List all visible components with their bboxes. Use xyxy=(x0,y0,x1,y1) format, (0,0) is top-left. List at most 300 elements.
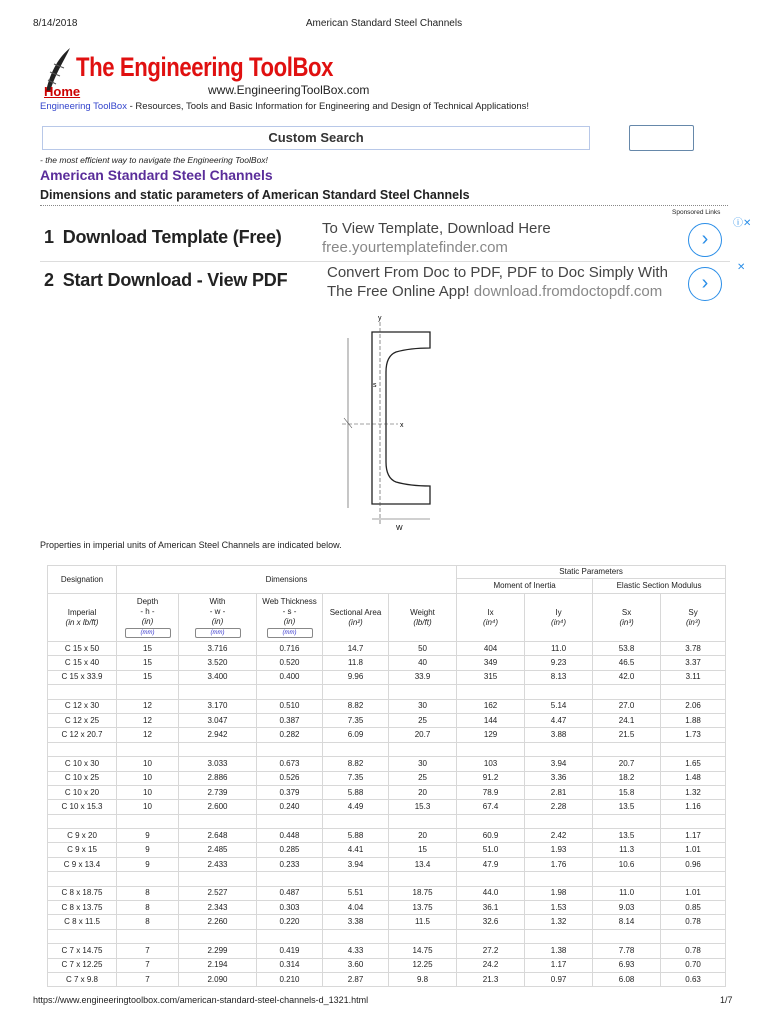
table-cell: 0.400 xyxy=(257,670,323,684)
table-cell: 15 xyxy=(389,843,457,857)
header-line: Iy xyxy=(555,607,562,617)
table-cell: 8 xyxy=(117,886,179,900)
header-line: Sectional Area xyxy=(329,607,382,617)
table-cell xyxy=(525,742,593,756)
header-moi: Moment of Inertia xyxy=(457,579,593,594)
table-cell: 1.17 xyxy=(525,958,593,972)
table-cell: 0.240 xyxy=(257,800,323,814)
table-cell xyxy=(48,685,117,699)
table-cell: C 10 x 20 xyxy=(48,785,117,799)
table-cell: 1.88 xyxy=(661,713,726,727)
table-cell: 27.0 xyxy=(593,699,661,713)
table-cell: 15 xyxy=(117,670,179,684)
table-cell: 7 xyxy=(117,958,179,972)
table-cell: 36.1 xyxy=(457,901,525,915)
header-line: (in²) xyxy=(348,617,363,627)
site-url: www.EngineeringToolBox.com xyxy=(208,83,370,97)
table-cell: 21.5 xyxy=(593,728,661,742)
table-cell xyxy=(257,929,323,943)
table-cell: C 8 x 11.5 xyxy=(48,915,117,929)
table-cell: 4.49 xyxy=(323,800,389,814)
table-cell: 0.78 xyxy=(661,944,726,958)
table-row xyxy=(48,757,726,771)
table-cell xyxy=(257,685,323,699)
column-header xyxy=(48,594,117,642)
table-cell: 12 xyxy=(117,728,179,742)
table-cell xyxy=(525,685,593,699)
table-cell: 44.0 xyxy=(457,886,525,900)
steel-channels-table xyxy=(47,565,726,987)
table-cell: 1.53 xyxy=(525,901,593,915)
table-cell xyxy=(525,814,593,828)
table-cell: 30 xyxy=(389,757,457,771)
ad-title[interactable]: Download Template (Free) xyxy=(62,227,282,247)
table-cell xyxy=(593,685,661,699)
table-cell: C 10 x 25 xyxy=(48,771,117,785)
table-cell: 20.7 xyxy=(593,757,661,771)
properties-note: Properties in imperial units of American Steel Channels are indicated below. xyxy=(40,540,342,550)
ad-2-desc[interactable] xyxy=(327,263,668,301)
table-cell: C 10 x 30 xyxy=(48,757,117,771)
table-cell xyxy=(48,929,117,943)
spacer-row xyxy=(48,814,726,828)
table-cell: 8 xyxy=(117,901,179,915)
table-cell xyxy=(389,929,457,943)
table-cell: 0.63 xyxy=(661,972,726,986)
table-cell: 8.82 xyxy=(323,757,389,771)
table-row xyxy=(48,713,726,727)
table-cell: 15.8 xyxy=(593,785,661,799)
table-cell: C 9 x 20 xyxy=(48,829,117,843)
table-cell: 0.387 xyxy=(257,713,323,727)
table-cell: 10 xyxy=(117,771,179,785)
table-cell: 1.48 xyxy=(661,771,726,785)
table-cell xyxy=(48,814,117,828)
header-line: Web Thickness xyxy=(262,597,317,606)
table-cell xyxy=(661,814,726,828)
search-button[interactable] xyxy=(629,125,694,151)
table-cell xyxy=(257,742,323,756)
table-cell xyxy=(257,814,323,828)
header-line: - s - xyxy=(282,607,297,616)
table-cell: 50 xyxy=(389,642,457,656)
spacer-row xyxy=(48,685,726,699)
table-cell: 0.85 xyxy=(661,901,726,915)
s-label: s xyxy=(373,382,377,389)
table-cell: 60.9 xyxy=(457,829,525,843)
table-cell: 25 xyxy=(389,771,457,785)
table-cell: 18.2 xyxy=(593,771,661,785)
table-cell: 1.01 xyxy=(661,843,726,857)
table-cell: 9.8 xyxy=(389,972,457,986)
w-label: W xyxy=(396,525,403,532)
table-cell: 12 xyxy=(117,699,179,713)
table-cell: 0.379 xyxy=(257,785,323,799)
table-cell: 2.485 xyxy=(179,843,257,857)
table-cell: 1.16 xyxy=(661,800,726,814)
table-cell xyxy=(457,814,525,828)
header-line: (in⁴) xyxy=(551,617,567,627)
column-header xyxy=(257,594,323,642)
header-esm: Elastic Section Modulus xyxy=(593,579,726,594)
ad-line: The Free Online App! xyxy=(327,283,470,300)
spacer-row xyxy=(48,929,726,943)
table-cell: 1.17 xyxy=(661,829,726,843)
tagline-text: - Resources, Tools and Basic Information for Engineering and Design of Technical Applications! xyxy=(126,101,530,112)
custom-search-input[interactable]: Custom Search xyxy=(42,126,590,150)
ad-1[interactable] xyxy=(44,227,282,248)
table-cell: 91.2 xyxy=(457,771,525,785)
table-cell xyxy=(257,872,323,886)
table-cell: 2.343 xyxy=(179,901,257,915)
table-cell: 144 xyxy=(457,713,525,727)
table-cell: 12.25 xyxy=(389,958,457,972)
table-cell: 24.1 xyxy=(593,713,661,727)
table-cell: 2.299 xyxy=(179,944,257,958)
table-cell xyxy=(179,872,257,886)
table-cell: 20 xyxy=(389,829,457,843)
print-date: 8/14/2018 xyxy=(33,18,78,29)
table-cell: 0.673 xyxy=(257,757,323,771)
ad-number: 2 xyxy=(44,270,54,290)
table-cell xyxy=(593,872,661,886)
home-link[interactable]: Home xyxy=(44,84,81,99)
table-cell: 0.70 xyxy=(661,958,726,972)
table-cell: 33.9 xyxy=(389,670,457,684)
table-cell: 14.75 xyxy=(389,944,457,958)
header-line: - h - xyxy=(140,607,155,616)
table-cell: 6.08 xyxy=(593,972,661,986)
page-title: American Standard Steel Channels xyxy=(40,167,273,183)
table-cell: 4.04 xyxy=(323,901,389,915)
x-axis-label: x xyxy=(400,422,404,429)
table-cell: 6.09 xyxy=(323,728,389,742)
table-cell: 2.87 xyxy=(323,972,389,986)
header-line: (in⁴) xyxy=(483,617,499,627)
table-cell: 32.6 xyxy=(457,915,525,929)
table-cell: 0.314 xyxy=(257,958,323,972)
table-cell xyxy=(48,872,117,886)
column-header xyxy=(593,594,661,642)
table-cell: 2.886 xyxy=(179,771,257,785)
table-cell: 4.41 xyxy=(323,843,389,857)
table-cell: 0.96 xyxy=(661,857,726,871)
table-cell xyxy=(323,872,389,886)
table-cell: 2.739 xyxy=(179,785,257,799)
table-cell: 8.13 xyxy=(525,670,593,684)
table-row xyxy=(48,785,726,799)
table-cell: C 7 x 12.25 xyxy=(48,958,117,972)
header-dimensions: Dimensions xyxy=(117,566,457,594)
table-cell: 10 xyxy=(117,800,179,814)
table-cell xyxy=(661,872,726,886)
table-cell: 13.5 xyxy=(593,800,661,814)
header-line: (in) xyxy=(211,617,224,626)
table-cell: 2.942 xyxy=(179,728,257,742)
table-cell: 12 xyxy=(117,713,179,727)
table-cell xyxy=(389,872,457,886)
table-cell xyxy=(457,929,525,943)
table-cell: 0.716 xyxy=(257,642,323,656)
table-cell: 3.716 xyxy=(179,642,257,656)
table-cell xyxy=(457,872,525,886)
table-cell: C 9 x 15 xyxy=(48,843,117,857)
table-cell: 13.4 xyxy=(389,857,457,871)
table-cell: 0.220 xyxy=(257,915,323,929)
ad-info-icon[interactable]: ⓘ✕ xyxy=(733,218,752,229)
ad-number: 1 xyxy=(44,227,54,247)
table-cell xyxy=(117,685,179,699)
table-cell: 2.194 xyxy=(179,958,257,972)
header-line: Ix xyxy=(487,607,494,617)
table-cell: 2.260 xyxy=(179,915,257,929)
table-cell: 315 xyxy=(457,670,525,684)
table-cell: 14.7 xyxy=(323,642,389,656)
table-cell: 4.47 xyxy=(525,713,593,727)
table-cell: 0.419 xyxy=(257,944,323,958)
column-header xyxy=(457,594,525,642)
table-row xyxy=(48,656,726,670)
table-cell: 0.448 xyxy=(257,829,323,843)
table-cell: 18.75 xyxy=(389,886,457,900)
table-cell: 0.487 xyxy=(257,886,323,900)
table-row xyxy=(48,829,726,843)
table-cell: 7 xyxy=(117,944,179,958)
table-cell xyxy=(661,685,726,699)
table-cell: 3.170 xyxy=(179,699,257,713)
table-cell: C 12 x 30 xyxy=(48,699,117,713)
table-cell: 7.78 xyxy=(593,944,661,958)
table-cell: 10.6 xyxy=(593,857,661,871)
table-cell: 3.37 xyxy=(661,656,726,670)
table-cell xyxy=(661,742,726,756)
table-cell: 13.75 xyxy=(389,901,457,915)
table-cell: 24.2 xyxy=(457,958,525,972)
table-cell xyxy=(593,929,661,943)
table-cell: 42.0 xyxy=(593,670,661,684)
table-cell: 1.32 xyxy=(525,915,593,929)
table-cell: C 15 x 33.9 xyxy=(48,670,117,684)
table-cell: 2.28 xyxy=(525,800,593,814)
table-cell: 103 xyxy=(457,757,525,771)
table-cell: 4.33 xyxy=(323,944,389,958)
table-cell: 0.97 xyxy=(525,972,593,986)
channel-section-diagram xyxy=(330,312,450,534)
table-cell xyxy=(593,742,661,756)
table-cell: 1.32 xyxy=(661,785,726,799)
table-cell: 2.648 xyxy=(179,829,257,843)
table-cell xyxy=(457,685,525,699)
table-cell: 11.0 xyxy=(525,642,593,656)
page-url: https://www.engineeringtoolbox.com/american-standard-steel-channels-d_1321.html xyxy=(33,995,369,1005)
table-cell: 9.03 xyxy=(593,901,661,915)
table-cell: 3.88 xyxy=(525,728,593,742)
table-cell: 8 xyxy=(117,915,179,929)
column-header xyxy=(179,594,257,642)
table-cell: 7.35 xyxy=(323,771,389,785)
table-cell xyxy=(179,742,257,756)
table-cell: 40 xyxy=(389,656,457,670)
table-cell: C 15 x 40 xyxy=(48,656,117,670)
table-cell: 129 xyxy=(457,728,525,742)
table-cell xyxy=(117,929,179,943)
table-cell: 10 xyxy=(117,785,179,799)
column-header xyxy=(661,594,726,642)
ad-2[interactable] xyxy=(44,270,287,291)
ad-line: To View Template, Download Here xyxy=(322,220,551,237)
table-cell: 3.94 xyxy=(525,757,593,771)
spacer-row xyxy=(48,742,726,756)
table-cell xyxy=(661,929,726,943)
table-cell: 3.78 xyxy=(661,642,726,656)
table-cell: 20 xyxy=(389,785,457,799)
table-cell: 21.3 xyxy=(457,972,525,986)
chevron-right-icon[interactable]: › xyxy=(688,267,722,301)
table-cell: 2.090 xyxy=(179,972,257,986)
table-cell: 2.433 xyxy=(179,857,257,871)
table-cell xyxy=(323,742,389,756)
header-static: Static Parameters xyxy=(457,566,726,579)
table-cell xyxy=(593,814,661,828)
table-cell: 8.82 xyxy=(323,699,389,713)
header-line: With xyxy=(209,597,226,606)
table-row xyxy=(48,800,726,814)
table-cell xyxy=(117,814,179,828)
table-cell: 5.88 xyxy=(323,829,389,843)
table-cell: 1.65 xyxy=(661,757,726,771)
ad-line: Convert From Doc to PDF, PDF to Doc Simply With xyxy=(327,264,668,281)
y-axis-label: y xyxy=(378,315,382,322)
table-cell: 51.0 xyxy=(457,843,525,857)
table-row xyxy=(48,771,726,785)
table-row xyxy=(48,699,726,713)
table-cell: 1.73 xyxy=(661,728,726,742)
page-number: 1/7 xyxy=(720,995,733,1005)
table-cell xyxy=(457,742,525,756)
table-cell: 2.81 xyxy=(525,785,593,799)
table-cell: 2.42 xyxy=(525,829,593,843)
table-cell: 9 xyxy=(117,857,179,871)
table-row xyxy=(48,915,726,929)
table-cell: 30 xyxy=(389,699,457,713)
table-row xyxy=(48,843,726,857)
table-row xyxy=(48,728,726,742)
table-cell: C 9 x 13.4 xyxy=(48,857,117,871)
table-cell xyxy=(179,814,257,828)
table-cell xyxy=(323,929,389,943)
table-cell xyxy=(179,929,257,943)
column-header xyxy=(389,594,457,642)
header-line: (in x lb/ft) xyxy=(65,617,99,627)
table-cell: 7.35 xyxy=(323,713,389,727)
table-cell: 162 xyxy=(457,699,525,713)
table-cell: 404 xyxy=(457,642,525,656)
table-row xyxy=(48,972,726,986)
table-cell xyxy=(179,685,257,699)
table-cell xyxy=(323,814,389,828)
table-cell: 3.38 xyxy=(323,915,389,929)
table-cell: 78.9 xyxy=(457,785,525,799)
column-header xyxy=(117,594,179,642)
table-cell xyxy=(389,685,457,699)
table-cell: 11.0 xyxy=(593,886,661,900)
site-logo[interactable]: The Engineering ToolBox xyxy=(76,52,334,82)
table-cell: 9.96 xyxy=(323,670,389,684)
header-line: - w - xyxy=(209,607,226,616)
table-cell: 3.36 xyxy=(525,771,593,785)
chevron-right-icon[interactable]: › xyxy=(688,223,722,257)
table-cell: C 12 x 20.7 xyxy=(48,728,117,742)
table-cell: 1.76 xyxy=(525,857,593,871)
table-cell: 1.01 xyxy=(661,886,726,900)
header-line: (in) xyxy=(283,617,296,626)
table-cell: 3.047 xyxy=(179,713,257,727)
table-cell: C 8 x 13.75 xyxy=(48,901,117,915)
tagline xyxy=(40,102,529,113)
sponsored-links-label: Sponsored Links xyxy=(672,209,721,216)
table-cell: 67.4 xyxy=(457,800,525,814)
table-cell: 0.233 xyxy=(257,857,323,871)
table-cell: 2.06 xyxy=(661,699,726,713)
table-cell: 27.2 xyxy=(457,944,525,958)
table-cell: 0.526 xyxy=(257,771,323,785)
table-cell: C 10 x 15.3 xyxy=(48,800,117,814)
table-row xyxy=(48,642,726,656)
efficient-note: - the most efficient way to navigate the Engineering ToolBox! xyxy=(40,155,268,165)
table-cell: C 12 x 25 xyxy=(48,713,117,727)
table-cell xyxy=(117,872,179,886)
table-cell: 0.520 xyxy=(257,656,323,670)
mm-toggle-button[interactable]: (mm) xyxy=(195,628,241,638)
table-cell: C 7 x 14.75 xyxy=(48,944,117,958)
table-cell: C 15 x 50 xyxy=(48,642,117,656)
table-cell: 2.600 xyxy=(179,800,257,814)
table-cell: 11.5 xyxy=(389,915,457,929)
header-line: Sy xyxy=(688,607,698,617)
table-cell: 3.400 xyxy=(179,670,257,684)
print-title: American Standard Steel Channels xyxy=(305,18,463,29)
table-cell: 0.282 xyxy=(257,728,323,742)
table-row xyxy=(48,886,726,900)
table-cell: 46.5 xyxy=(593,656,661,670)
ad-title[interactable]: Start Download - View PDF xyxy=(62,270,288,290)
table-cell: 53.8 xyxy=(593,642,661,656)
table-cell: 10 xyxy=(117,757,179,771)
table-cell: 1.98 xyxy=(525,886,593,900)
table-cell: 47.9 xyxy=(457,857,525,871)
table-cell: 13.5 xyxy=(593,829,661,843)
mm-toggle-button[interactable]: (mm) xyxy=(125,628,171,638)
close-icon[interactable]: ✕ xyxy=(737,262,746,273)
ad-url: download.fromdoctopdf.com xyxy=(469,283,663,300)
table-cell: 1.38 xyxy=(525,944,593,958)
ad-1-desc[interactable] xyxy=(322,219,551,257)
table-cell xyxy=(389,814,457,828)
table-row xyxy=(48,944,726,958)
column-header xyxy=(323,594,389,642)
table-cell: 6.93 xyxy=(593,958,661,972)
header-line: (lb/ft) xyxy=(413,617,432,627)
engineering-toolbox-link[interactable]: Engineering ToolBox xyxy=(40,101,127,112)
table-cell xyxy=(389,742,457,756)
table-cell: 2.527 xyxy=(179,886,257,900)
table-cell: 8.14 xyxy=(593,915,661,929)
spacer-row xyxy=(48,872,726,886)
table-row xyxy=(48,901,726,915)
header-line: (in³) xyxy=(685,617,701,627)
page-subtitle: Dimensions and static parameters of American Standard Steel Channels xyxy=(40,188,728,206)
mm-toggle-button[interactable]: (mm) xyxy=(267,628,313,638)
